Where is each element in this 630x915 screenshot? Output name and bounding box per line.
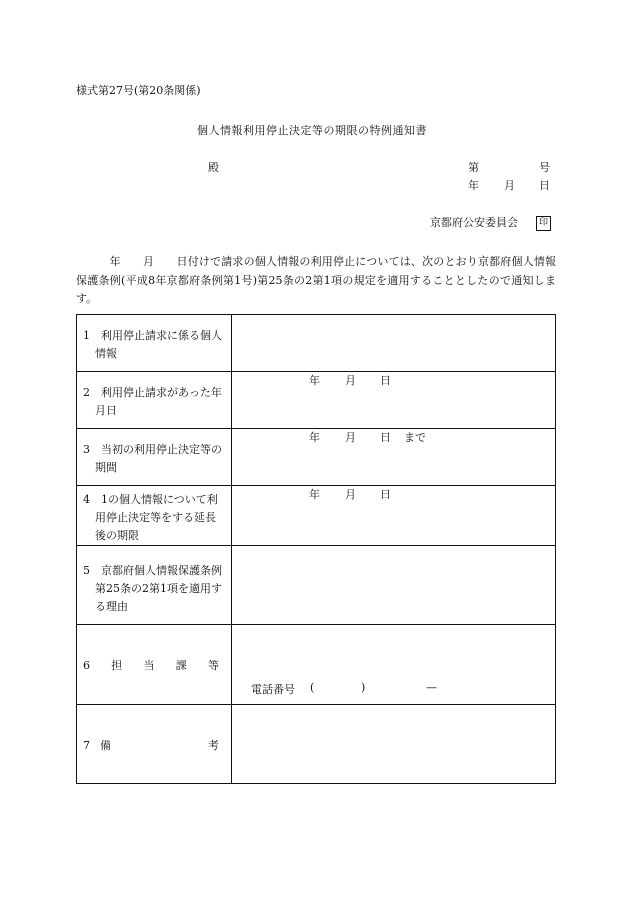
row-label: 1 利用停止請求に係る個人情報 [77,315,232,372]
date-day: 日 [380,374,391,387]
issue-date-year: 年 [468,179,479,192]
seal-mark: 印 [536,216,551,231]
row-value-cell[interactable] [232,486,556,546]
date-year: 年 [309,374,320,387]
addressee-suffix: 殿 [208,161,219,174]
row-label: 6 担 当 課 等 [77,625,232,705]
row-value-cell[interactable] [232,625,556,705]
row-value-cell[interactable] [232,429,556,486]
table-row [77,486,556,546]
row-label: 3 当初の利用停止決定等の期間 [77,429,232,486]
table-row [77,546,556,625]
issue-date-month: 月 [504,179,515,192]
table-row [77,372,556,429]
row-number: 7 [83,739,90,752]
row-value-cell[interactable] [232,315,556,372]
date-suffix: まで [404,431,426,444]
date-day: 日 [380,431,391,444]
row-value-cell[interactable] [232,546,556,625]
phone-line: 電話番号 ( ) — [251,681,437,696]
issue-date-day: 日 [539,179,550,192]
issuer-name: 京都府公安委員会 [430,216,518,229]
doc-number-go: 号 [539,161,550,174]
table-row [77,315,556,372]
row-label: 7 備 考 [77,705,232,784]
row-label: 4 1の個人情報について利用停止決定等をする延長後の期限 [77,486,232,546]
intro-paragraph: 年 月 日付けで請求の個人情報の利用停止については、次のとおり京都府個人情報保護条例(平成8年京都府条例第1号)第25条の2第1項の規定を適用することとしたので通知します。 [76,255,556,305]
table-row [77,625,556,705]
date-year: 年 [309,431,320,444]
doc-number-dai: 第 [468,161,479,174]
table-row [77,429,556,486]
date-month: 月 [345,488,356,501]
table-row [77,705,556,784]
phone-label: 電話番号 [251,683,295,696]
date-year: 年 [309,488,320,501]
phone-dash: — [426,681,437,694]
date-month: 月 [345,374,356,387]
row-value-cell[interactable] [232,705,556,784]
document-title: 個人情報利用停止決定等の期限の特例通知書 [197,124,427,137]
notice-table [76,314,556,784]
date-month: 月 [345,431,356,444]
row-label: 2 利用停止請求があった年月日 [77,372,232,429]
form-number: 様式第27号(第20条関係) [76,84,201,97]
row-label: 5 京都府個人情報保護条例第25条の2第1項を適用する理由 [77,546,232,625]
row-number: 6 [83,659,90,672]
row-value-cell[interactable] [232,372,556,429]
date-day: 日 [380,488,391,501]
